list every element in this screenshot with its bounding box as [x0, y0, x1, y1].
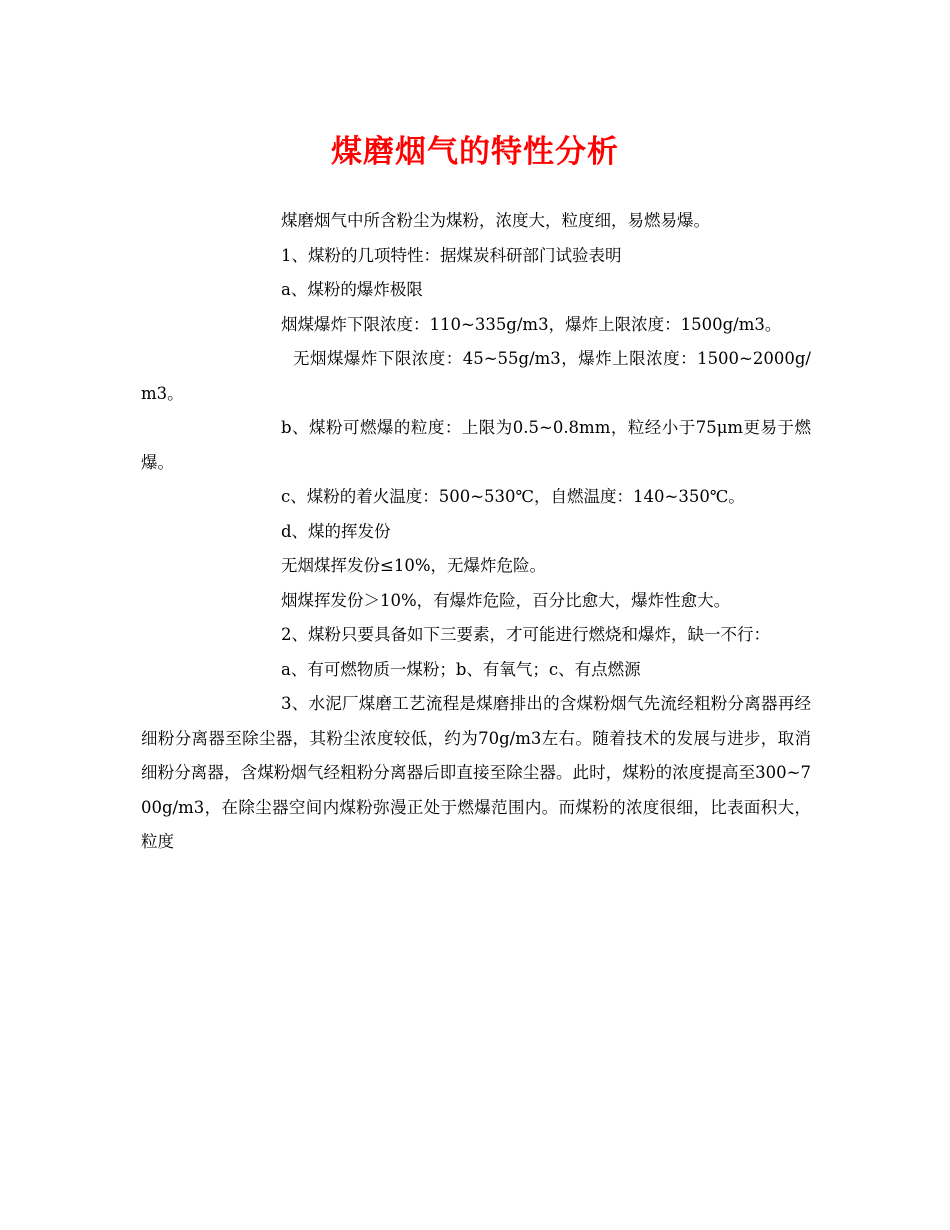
paragraph-item-a: a、煤粉的爆炸极限	[281, 280, 423, 299]
paragraph-bituminous-limits: 烟煤爆炸下限浓度：110~335g/m3，爆炸上限浓度：1500g/m3。	[281, 314, 782, 334]
paragraph-anthracite-volatile: 无烟煤挥发份≤10%，无爆炸危险。	[281, 556, 546, 575]
paragraph-item-b: b、煤粉可燃爆的粒度：上限为0.5~0.8mm，粒经小于75μm更易于燃爆。	[141, 418, 811, 472]
paragraph-section-2: 2、煤粉只要具备如下三要素，才可能进行燃烧和爆炸，缺一不行：	[281, 625, 770, 644]
paragraph-anthracite-limits: 无烟煤爆炸下限浓度：45~55g/m3，爆炸上限浓度：1500~2000g/m3。	[141, 349, 811, 403]
paragraph-item-c: c、煤粉的着火温度：500~530℃，自燃温度：140~350℃。	[281, 487, 745, 506]
paragraph-section-1: 1、煤粉的几项特性：据煤炭科研部门试验表明	[281, 245, 622, 265]
document-title: 煤磨烟气的特性分析	[331, 134, 619, 170]
paragraph-bituminous-volatile: 烟煤挥发份＞10%，有爆炸危险，百分比愈大，爆炸性愈大。	[281, 590, 731, 610]
paragraph-item-d: d、煤的挥发份	[281, 521, 391, 541]
paragraph-three-elements: a、有可燃物质一煤粉；b、有氧气；c、有点燃源	[281, 659, 641, 679]
paragraph-intro: 煤磨烟气中所含粉尘为煤粉，浓度大，粒度细，易燃易爆。	[281, 211, 710, 230]
document-body	[141, 204, 811, 860]
paragraph-section-3: 3、水泥厂煤磨工艺流程是煤磨排出的含煤粉烟气先流经粗粉分离器再经细粉分离器至除尘器，其粉尘浓度较低，约为70g/m3左右。随着技术的发展与进步，取消细粉分离器，含煤粉烟气经粗粉分离器后即直接至除尘器。此时，煤粉的浓度提高至300~700g/m3，在除尘器空间内煤粉弥漫正处于燃爆范围内。而煤粉的浓度很细，比表面积大，粒度	[141, 694, 811, 851]
